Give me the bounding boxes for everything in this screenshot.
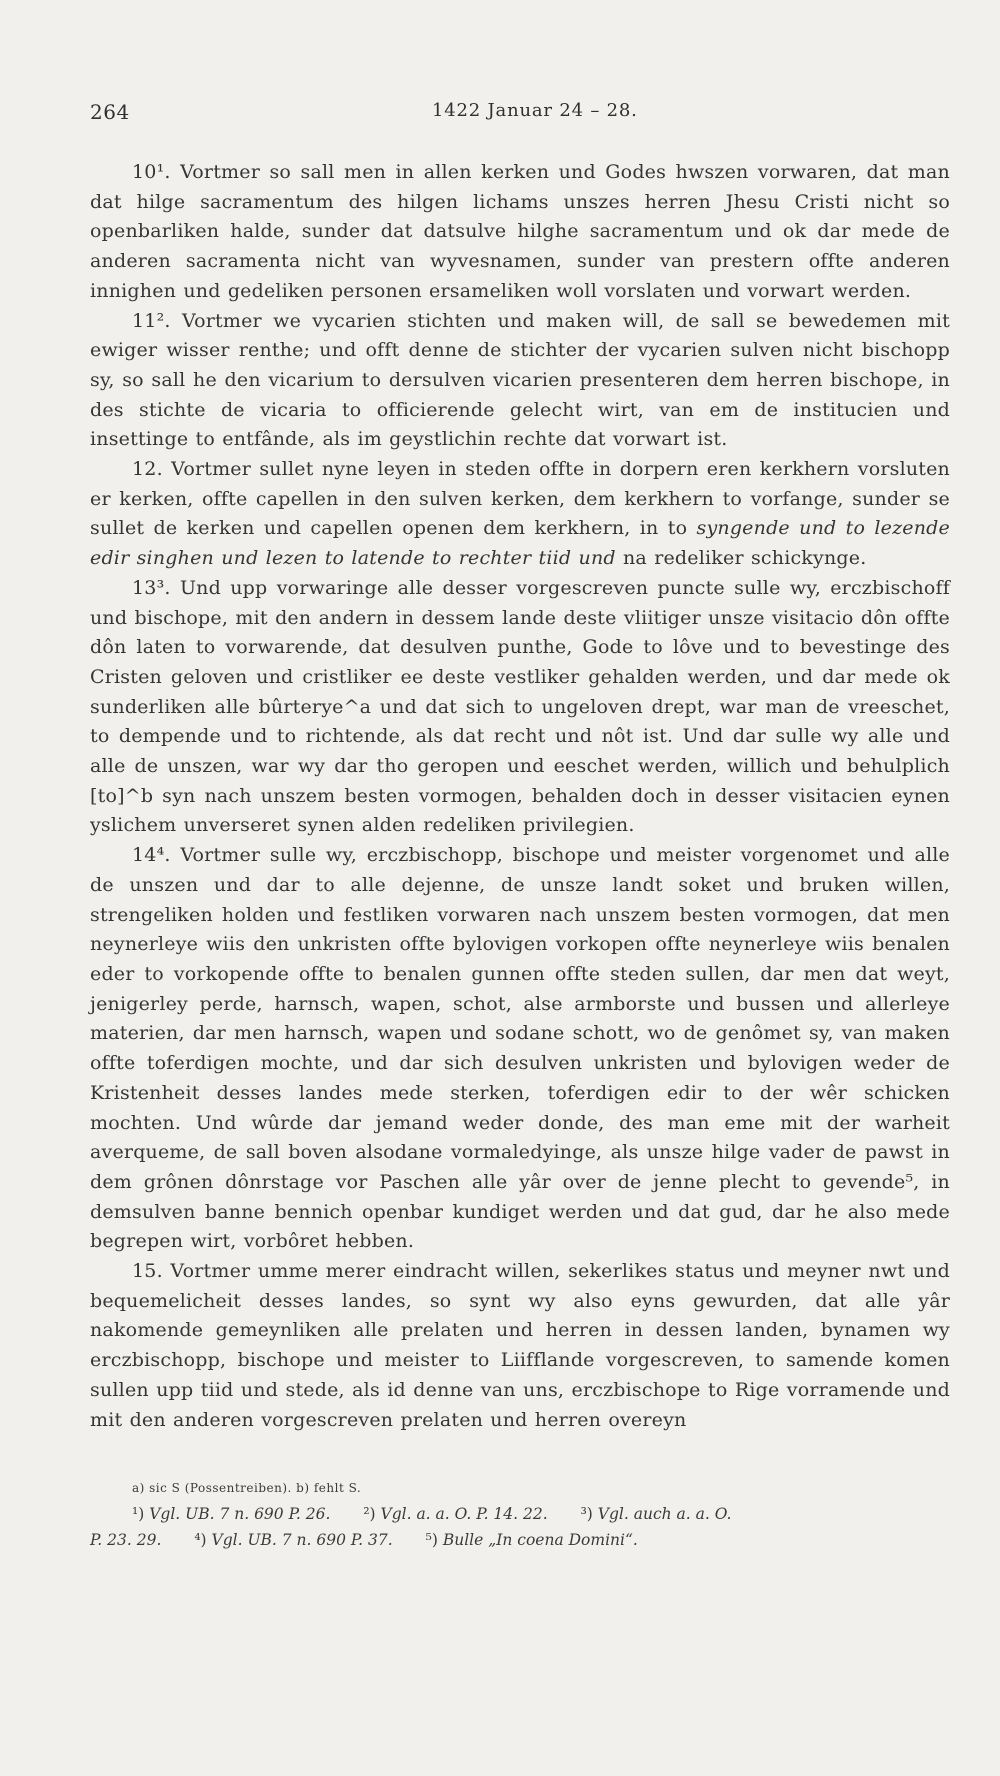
textual-variants: a) sic S (Possentreiben). b) fehlt S. xyxy=(132,1481,362,1496)
running-title: 1422 Januar 24 – 28. xyxy=(432,100,638,121)
paragraph-number: 15. xyxy=(132,1260,163,1283)
paragraph-text: Vortmer sullet nyne leyen in steden offte in dorpern eren kerkhern vorsluten er kerken, offte capellen in den sulven kerken, dem kerkhern to vorfange, sunder se sullet de kerken und capellen openen dem kerkhern, in to xyxy=(90,458,950,540)
paragraph-text-end: na redeliker schickynge. xyxy=(615,547,867,570)
footnote-label: ¹) xyxy=(132,1505,145,1524)
paragraph-13 xyxy=(90,574,950,841)
paragraph-number: 13³. xyxy=(132,576,171,599)
footnote-3-continued xyxy=(90,1531,161,1549)
footnote-label: ³) xyxy=(580,1505,593,1524)
paragraph-text: Vortmer umme merer eindracht willen, sekerlikes status und meyner nwt und bequemelicheit desses landes, so synt wy also eyns gewurden, dat alle yâr nakomende gemeynliken alle prelaten und herren in dessen landen, bynamen wy erczbischopp, bischope und meister to Liifflande vorgescreven, to samende komen sullen upp tiid und stede, als id denne van uns, erczbischope to Rige vorramende und mit den anderen vorgescreven prelaten und herren overeyn xyxy=(90,1260,950,1431)
footnote-2 xyxy=(363,1505,547,1523)
footnote-text: Vgl. auch a. a. O. xyxy=(597,1505,732,1524)
paragraph-14 xyxy=(90,841,950,1257)
paragraph-italic-text: syngende und to lezende edir singhen und lezen to latende to rechter tiid und xyxy=(90,517,950,570)
page-header xyxy=(90,100,950,130)
footnote-text: Bulle „In coena Domini“. xyxy=(442,1531,638,1550)
footnotes xyxy=(90,1475,950,1553)
paragraph-number: 10¹. xyxy=(132,161,171,183)
footnote-text: P. 23. 29. xyxy=(90,1531,162,1550)
footnote-5 xyxy=(426,1531,638,1549)
page-number: 264 xyxy=(90,100,130,124)
footnote-4 xyxy=(194,1531,392,1549)
paragraph-15 xyxy=(90,1257,950,1435)
footnote-text: Vgl. UB. 7 n. 690 P. 26. xyxy=(149,1505,331,1524)
paragraph-text: Vortmer sulle wy, erczbischopp, bischope und meister vorgenomet und alle de unszen und dar to alle dejenne, de unsze landt soket und bruken willen, strengeliken holden und festliken vorwaren nach unszem besten vormogen, dat men neynerleye wiis den unkristen offte bylovigen vorkopen offte neynerleye wiis benalen eder to vorkopende offte to benalen gunnen offte steden sullen, dar men dat weyt, jenigerley perde, harnsch, wapen, schot, alse armborste und bussen und allerleye materien, dar men harnsch, wapen und sodane schott, wo de genômet sy, van maken offte toferdigen mochte, und dar sich desulven unkristen und bylovigen weder de Kristenheit desses landes mede sterken, toferdigen edir to der wêr schicken mochten. Und wûrde dar jemand weder donde, des man eme mit der warheit averqueme, de sall boven alsodane vormaledyinge, als unsze hilge vader de pawst in dem grônen dônrstage vor Paschen alle yâr over de jenne plecht to gevende⁵, in demsulven banne bennich openbar kundiget werden und dat gud, dar he also mede begrepen wirt, vorbôret hebben. xyxy=(90,844,950,1253)
footnote-text: Vgl. UB. 7 n. 690 P. 37. xyxy=(211,1531,393,1550)
footnote-text: Vgl. a. a. O. P. 14. 22. xyxy=(380,1505,548,1524)
paragraph-10 xyxy=(90,158,950,307)
footnote-label: ²) xyxy=(363,1505,376,1524)
footnote-1 xyxy=(132,1505,330,1523)
footnote-label: ⁵) xyxy=(425,1531,438,1550)
footnote-line xyxy=(90,1501,950,1527)
main-text xyxy=(90,158,950,1435)
footnote-3 xyxy=(581,1505,732,1523)
paragraph-text: Vortmer we vycarien stichten und maken will, de sall se bewedemen mit ewiger wisser renthe; und offt denne de stichter der vycarien sulven nicht bischopp sy, so sall he den vicarium to dersulven vicarien presenteren dem herren bischope, in des stichte de vicaria to officierende gelecht wirt, van em de institucien und insettinge to entfânde, als im geystlichin rechte dat vorwart ist. xyxy=(90,309,950,451)
paragraph-text: Vortmer so sall men in allen kerken und Godes hwszen vorwaren, dat man dat hilge sacramentum des hilgen lichams unszes herren Jhesu Cristi nicht so openbarliken halde, sunder dat datsulve hilghe sacramentum und ok dar mede de anderen sacramenta nicht van wyvesnamen, sunder van prestern offte anderen innighen und gedeliken personen ersameliken woll vorslaten und vorwart werden. xyxy=(90,161,950,302)
paragraph-12 xyxy=(90,455,950,574)
footnote-line xyxy=(90,1527,950,1553)
paragraph-11 xyxy=(90,307,950,456)
footnote-label: ⁴) xyxy=(194,1531,207,1550)
paragraph-text: Und upp vorwaringe alle desser vorgescreven puncte sulle wy, erczbischoff und bischope, mit den andern in dessem lande deste vliitiger unsze visitacio dôn offte dôn laten to vorwarende, dat desulven punthe, Gode to lôve und to bevestinge des Cristen geloven und cristliker ee deste vestliker gehalden werden, und dar mede ok sunderliken alle bûrterye^a und dat sich to ungeloven drept, war man de vreeschet, to dempende und to richtende, als dat recht und nôt ist. Und dar sulle wy alle und alle de unszen, war wy dar tho geropen und eeschet werden, willich und behulplich [to]^b syn nach unszem besten vormogen, behalden doch in desser visitacien eynen yslichem unverseret synen alden redeliken privilegien. xyxy=(90,576,950,837)
paragraph-number: 12. xyxy=(132,458,163,481)
paragraph-number: 14⁴. xyxy=(132,844,171,867)
paragraph-number: 11². xyxy=(132,309,171,332)
